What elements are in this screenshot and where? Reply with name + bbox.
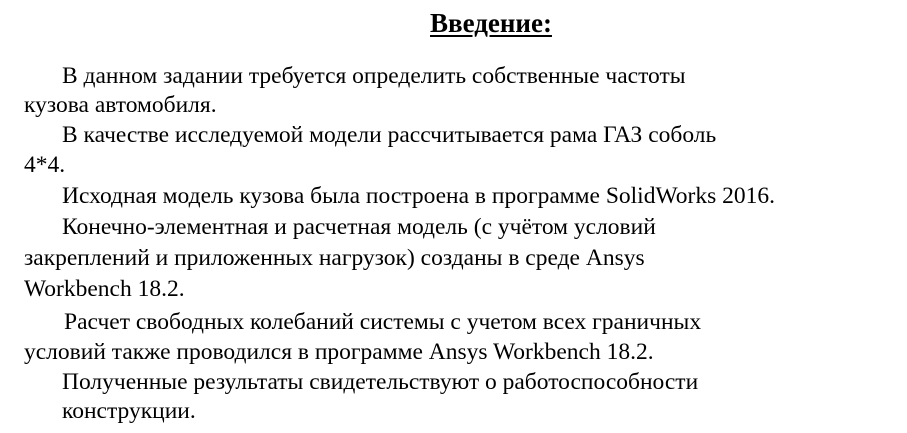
paragraph-line: кузова автомобиля. <box>24 92 217 118</box>
paragraph-line: Workbench 18.2. <box>24 276 185 302</box>
paragraph-line: 4*4. <box>24 152 66 178</box>
paragraph-line: условий также проводился в программе Ansys Workbench 18.2. <box>24 339 654 365</box>
paragraph-line: Расчет свободных колебаний системы с учетом всех граничных <box>64 309 702 335</box>
paragraph-line: В данном задании требуется определить собственные частоты <box>62 63 686 89</box>
paragraph-line: Исходная модель кузова была построена в программе SolidWorks 2016. <box>62 183 775 209</box>
paragraph-line: закреплений и приложенных нагрузок) созданы в среде Ansys <box>24 245 645 271</box>
paragraph-line: В качестве исследуемой модели рассчитывается рама ГАЗ соболь <box>62 122 717 148</box>
document-title: Введение: <box>430 8 552 38</box>
paragraph-line: конструкции. <box>62 398 196 424</box>
paragraph-line: Конечно-элементная и расчетная модель (с учётом условий <box>62 214 656 240</box>
paragraph-line: Полученные результаты свидетельствуют о работоспособности <box>62 369 699 395</box>
